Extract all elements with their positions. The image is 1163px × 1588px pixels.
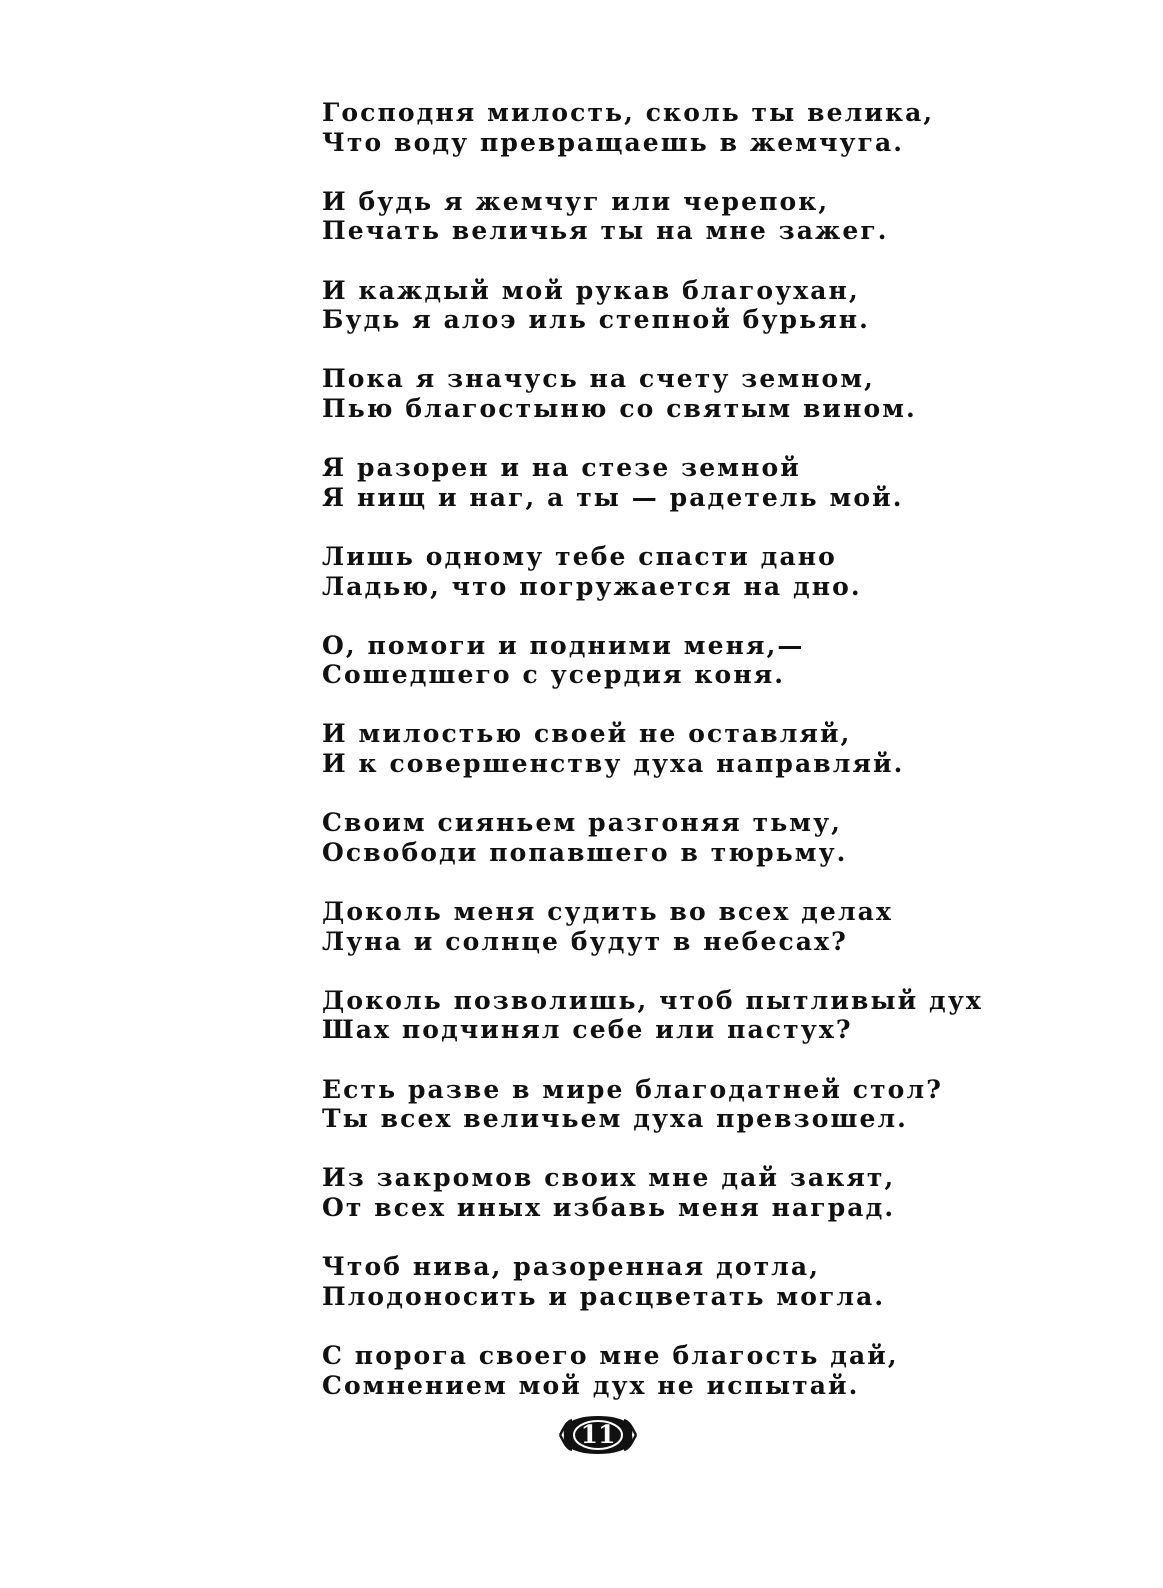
verse-line: Из закромов своих мне дай закят, (322, 1163, 896, 1193)
verse-line: Сошедшего с усердия коня. (322, 660, 786, 690)
stanza (322, 986, 1042, 1045)
verse-line: Я разорен и на стезе земной (322, 453, 801, 483)
verse-line: Лишь одному тебе спасти дано (322, 541, 837, 571)
verse-line: Пью благостыню со святым вином. (322, 393, 917, 423)
verse-line: Доколь меня судить во всех делах (322, 897, 893, 927)
stanza (322, 808, 1042, 867)
verse-line: Доколь позволишь, чтоб пытливый дух (322, 985, 983, 1015)
stanza (322, 453, 1042, 512)
verse-line: И милостью своей не оставляй, (322, 719, 852, 749)
stanza (322, 276, 1042, 335)
verse-line: Ладью, что погружается на дно. (322, 571, 862, 601)
verse-line: Я нищ и наг, а ты — радетель мой. (322, 482, 904, 512)
stanza (322, 719, 1042, 778)
page-number (558, 1412, 638, 1458)
stanza (322, 1075, 1042, 1134)
verse-line: Ты всех величьем духа превзошел. (322, 1104, 908, 1134)
verse-line: Своим сияньем разгоняя тьму, (322, 808, 842, 838)
page-number-text: 11 (580, 1420, 616, 1449)
stanza (322, 364, 1042, 423)
verse-line: Сомнением мой дух не испытай. (322, 1370, 860, 1400)
stanza (322, 1252, 1042, 1311)
verse-line: И к совершенству духа направляй. (322, 749, 905, 779)
verse-line: Луна и солнце будут в небесах? (322, 926, 848, 956)
verse-line: Господня милость, сколь ты велика, (322, 98, 935, 127)
verse-line: Что воду превращаешь в жемчуга. (322, 127, 905, 157)
verse-line: От всех иных избавь меня наград. (322, 1192, 896, 1222)
verse-line: И будь я жемчуг или черепок, (322, 186, 830, 216)
verse-line: Плодоносить и расцветать могла. (322, 1281, 886, 1311)
stanza (322, 897, 1042, 956)
poem (322, 98, 1042, 1430)
verse-line: Шах подчинял себе или пастух? (322, 1015, 853, 1045)
verse-line: Пока я значусь на счету земном, (322, 364, 875, 394)
stanza (322, 1341, 1042, 1400)
verse-line: И каждый мой рукав благоухан, (322, 275, 860, 305)
verse-line: Освободи попавшего в тюрьму. (322, 837, 848, 867)
verse-line: Чтоб нива, разоренная дотла, (322, 1252, 821, 1282)
stanza (322, 1163, 1042, 1222)
verse-line: Печать величья ты на мне зажег. (322, 216, 889, 246)
stanza (322, 542, 1042, 601)
verse-line: Будь я алоэ иль степной бурьян. (322, 305, 870, 335)
verse-line: С порога своего мне благость дай, (322, 1340, 899, 1370)
verse-line: О, помоги и подними меня,— (322, 630, 805, 660)
stanza (322, 187, 1042, 246)
stanza (322, 631, 1042, 690)
verse-line: Есть разве в мире благодатней стол? (322, 1074, 943, 1104)
stanza (322, 98, 1042, 157)
